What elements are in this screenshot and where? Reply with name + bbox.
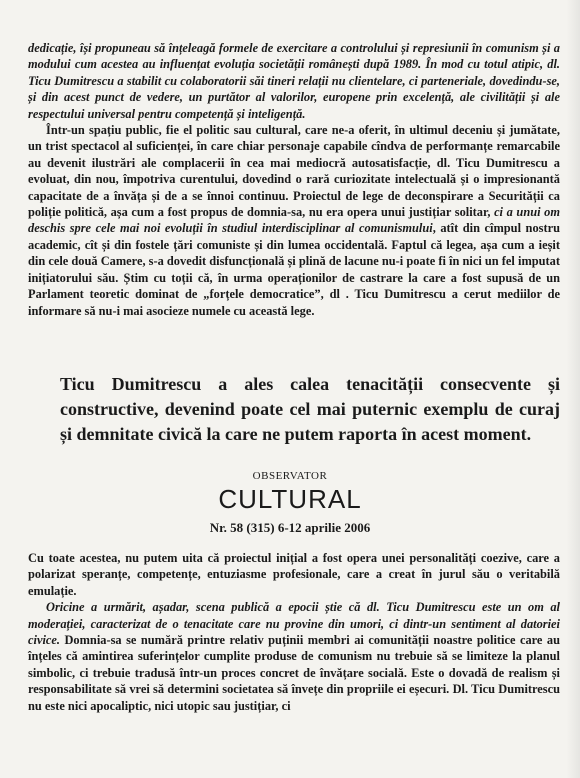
paragraph-2 <box>28 122 560 319</box>
paragraph-4-text: Domnia-sa se numără printre relativ puținii membri ai comunității noastre politice care au înțeles că amintirea suferințelor cumplite produse de comunism nu trebuie să se limiteze la planul simbolic, ci trebuie tradusă într-un proces concret de învățare socială. Este o dovadă de realism și responsabilitate să vrei să determini societatea să învețe din propriile ei eșecuri. Dl. Ticu Dumitrescu nu este nici apocaliptic, nici utopic sau justițiar, ci <box>28 633 560 713</box>
paragraph-4-italic-text: Oricine a urmărit, așadar, scena publică a epocii știe că dl. Ticu Dumitrescu este un om al moderației, caracterizat de o tenacitate care nu provine din umori, ci dintr-un sentiment al datoriei civice. <box>28 600 560 648</box>
masthead-issue: Nr. 58 (315) 6-12 aprilie 2006 <box>209 520 371 535</box>
masthead-top-line: OBSERVATOR <box>252 470 328 482</box>
page-edge-shadow <box>566 0 580 778</box>
masthead-title: CULTURAL <box>218 484 362 514</box>
paragraph-3: Cu toate acestea, nu putem uita că proiectul inițial a fost opera unei personalități coezive, care a polarizat speranțe, competențe, entuziasme profesionale, care a creat în jurul său o veritabilă emulație. <box>28 551 560 598</box>
top-text-block <box>28 40 560 319</box>
paragraph-2-italic-text: ci a unui om deschis spre cele mai noi evoluții în studiul interdisciplinar al comunismului <box>28 205 560 236</box>
paragraph-2-text-b: , atît din cîmpul nostru academic, cît și din fostele țări comuniste și din lumea occidentală. Faptul că legea, așa cum a ieșit din cele două Camere, s-a dovedit disfuncțională și plină de lacune nu-i poate fi în nici un fel imputat inițiatorului său. Știm cu toții că, în urma operaționilor de castrare la care a fost supusă de un Parlament teoretic dominat de „forțele democratice”, dl . Ticu Dumitrescu a cerut mediilor de informare să nu-i mai asocieze numele cu această lege. <box>28 221 560 318</box>
bottom-text-block <box>28 550 560 714</box>
paragraph-2-text-a: Într-un spațiu public, fie el politic sau cultural, care ne-a oferit, în ultimul deceniu și jumătate, un trist spectacol al suficienței, în care chiar personaje capabile cîndva de performanțe remarcabile au devenit ilustrări ale complacerii în cea mai mediocră autosatisfacție, dl. Ticu Dumitrescu a evoluat, din nou, împotriva curentului, dovedind o rară curiozitate intelectuală și o impresionantă capacitate de a învăța și de a se înnoi continuu. Proiectul de lege de deconspirare a Securității ca poliție politică, așa cum a fost propus de domnia-sa, nu era opera unui justițiar solitar, <box>28 123 560 220</box>
pull-quote: Ticu Dumitrescu a ales calea tenacității consecvente și constructive, devenind poate cel mai puternic exemplu de curaj și demnitate civică la care ne putem raporta în acest moment. <box>60 374 560 444</box>
paragraph-4 <box>28 599 560 714</box>
paragraph-1 <box>28 40 560 122</box>
paragraph-1-italic-text: dedicație, își propuneau să înțeleagă formele de exercitare a controlului și represiunii în comunism și a modului cum acestea au influențat evoluția societății românești după 1989. În mod cu totul atipic, dl. Ticu Dumitrescu a stabilit cu colaboratorii săi tineri relații nu clientelare, ci parteneriale, dovedindu-se, și din acest punct de vedere, un purtător al valorilor, europene prin excelență, ale civilității și ale respectului universal pentru competență și inteligență. <box>28 41 560 121</box>
